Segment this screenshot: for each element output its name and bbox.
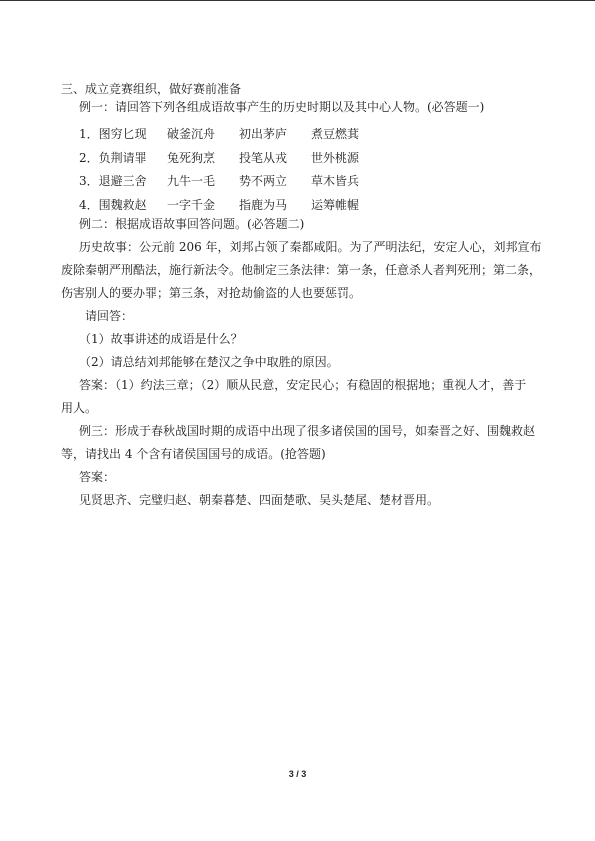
idiom-cell: 煮豆燃萁	[311, 127, 360, 142]
idiom-cell: 九牛一毛	[167, 174, 216, 189]
ask-label: 请回答：	[85, 309, 134, 323]
idiom-cell: 势不两立	[239, 174, 288, 189]
example2-prompt: 例二：根据成语故事回答问题。(必答题二)	[79, 217, 305, 231]
idiom-cell: 投笔从戎	[239, 150, 288, 165]
section-heading: 三、成立竞赛组织，做好赛前准备	[61, 82, 242, 96]
idiom-cell: 草木皆兵	[311, 174, 360, 189]
answer-line: 用人。	[61, 401, 98, 415]
idiom-cell: 初出茅庐	[239, 127, 288, 142]
example3-prompt-line: 等，请找出 4 个含有诸侯国国号的成语。(抢答题)	[61, 447, 326, 461]
page-number: 3 / 3	[288, 769, 307, 779]
example3-answer-label: 答案：	[79, 470, 116, 484]
idiom-cell: 一字千金	[167, 197, 216, 212]
idiom-cell: 兔死狗烹	[167, 150, 216, 165]
idiom-cell: 3．退避三舍	[79, 174, 147, 189]
idiom-cell: 1．图穷匕现	[79, 127, 147, 142]
idiom-cell: 运筹帷幄	[311, 197, 360, 212]
idiom-row	[79, 169, 391, 193]
story-line: 伤害别人的要办罪；第三条，对抢劫偷盗的人也要惩罚。	[61, 286, 362, 300]
question-2: （2）请总结刘邦能够在楚汉之争中取胜的原因。	[79, 355, 339, 369]
idiom-cell: 2．负荆请罪	[79, 150, 147, 165]
idiom-cell: 世外桃源	[311, 150, 360, 165]
idiom-cell: 4．围魏救赵	[79, 197, 147, 212]
story-line: 历史故事：公元前 206 年，刘邦占领了秦都咸阳。为了严明法纪，安定人心，刘邦宣布	[79, 240, 542, 254]
example3-answer-text: 见贤思齐、完璧归赵、朝秦暮楚、四面楚歌、吴头楚尾、楚材晋用。	[79, 493, 440, 507]
question-1: （1）故事讲述的成语是什么？	[79, 332, 243, 346]
idiom-grid	[79, 122, 391, 216]
example3-prompt-line: 例三：形成于春秋战国时期的成语中出现了很多诸侯国的国号，如秦晋之好、围魏救赵	[79, 424, 536, 438]
story-line: 废除秦朝严刑酷法，施行新法令。他制定三条法律：第一条，任意杀人者判死刑；第二条，	[61, 263, 542, 277]
idiom-cell: 破釜沉舟	[167, 127, 216, 142]
idiom-row	[79, 193, 391, 217]
idiom-row	[79, 122, 391, 146]
answer-line: 答案：（1）约法三章；（2）顺从民意，安定民心；有稳固的根据地；重视人才，善于	[79, 378, 527, 392]
idiom-cell: 指鹿为马	[239, 197, 288, 212]
example1-prompt: 例一：请回答下列各组成语故事产生的历史时期以及其中心人物。(必答题一)	[79, 100, 485, 114]
idiom-row	[79, 146, 391, 170]
